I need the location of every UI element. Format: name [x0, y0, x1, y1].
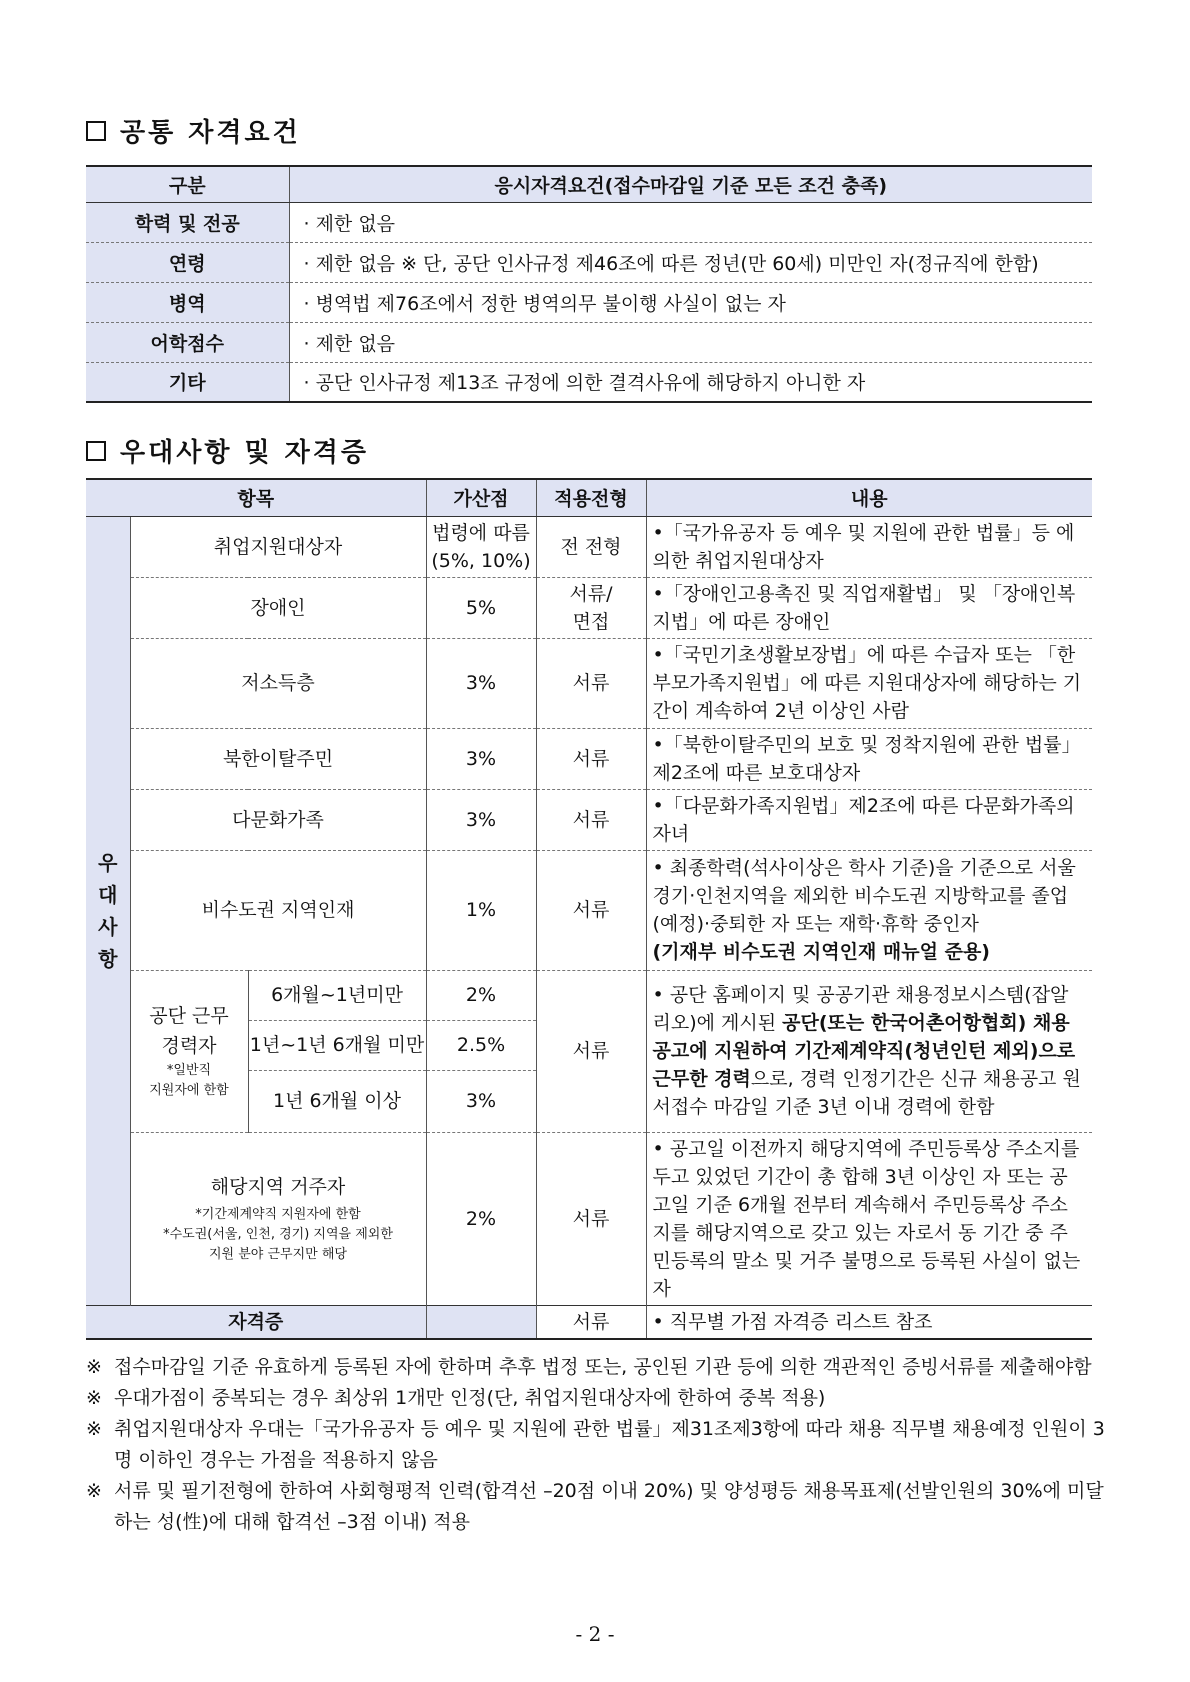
row-label: 학력 및 전공: [86, 202, 289, 242]
table-row: [86, 970, 1092, 1020]
note-item: ※ 취업지원대상자 우대는「국가유공자 등 예우 및 지원에 관한 법률」제31조제3항에 따라 채용 직무별 채용예정 인원이 3명 이하인 경우는 가점을 적용하지 않음: [86, 1414, 1116, 1476]
table-row: [86, 789, 1092, 850]
note-mark: ※: [86, 1387, 102, 1409]
header-content: 내용: [646, 479, 1092, 516]
stage-value: 서류: [536, 850, 646, 970]
stage-value: 서류: [536, 638, 646, 728]
table-row: [86, 728, 1092, 789]
content-bold-text: (기재부 비수도권 지역인재 매뉴얼 준용): [652, 941, 990, 963]
note-item: ※ 우대가점이 중복되는 경우 최상위 1개만 인정(단, 취업지원대상자에 한하여 중복 적용): [86, 1383, 1116, 1414]
resident-note: *수도권(서울, 인천, 경기) 지역을 제외한 지원 분야 근무지만 해당: [163, 1226, 393, 1262]
item-label: 장애인: [130, 577, 426, 638]
checkbox-square-icon: [86, 441, 106, 461]
table-row: [86, 850, 1092, 970]
cert-points-empty: [426, 1305, 536, 1339]
header-points: 가산점: [426, 479, 536, 516]
content-bold-text: 공단(또는 한국어촌어항협회) 채용공고에 지원하여 기간제계약직(청년인턴 제외)으로 근무한 경력: [652, 1012, 1076, 1090]
content-text: •「북한이탈주민의 보호 및 정착지원에 관한 법률」제2조에 따른 보호대상자: [646, 728, 1092, 789]
table-header-row: [86, 479, 1092, 516]
note-mark: ※: [86, 1418, 102, 1440]
points-value: 2%: [426, 970, 536, 1020]
resident-label: 해당지역 거주자 *기간제계약직 지원자에 한함 *수도권(서울, 인천, 경기) 지역을 제외한 지원 분야 근무지만 해당: [130, 1132, 426, 1305]
career-period: 6개월~1년미만: [248, 970, 426, 1020]
points-value: 3%: [426, 728, 536, 789]
row-label: 기타: [86, 362, 289, 402]
common-requirements-table: [86, 165, 1092, 403]
points-value: 2%: [426, 1132, 536, 1305]
row-value: · 제한 없음: [289, 202, 1092, 242]
row-label: 병역: [86, 282, 289, 322]
resident-note: *기간제계약직 지원자에 한함: [195, 1206, 361, 1222]
content-text: • 최종학력(석사이상은 학사 기준)을 기준으로 서울경기·인천지역을 제외한 비수도권 지방학교를 졸업(예정)·중퇴한 자 또는 재학·휴학 중인자 (기재부 비수도권 지역인재 매뉴얼 준용): [646, 850, 1092, 970]
item-label: 저소득층: [130, 638, 426, 728]
points-value: 2.5%: [426, 1020, 536, 1070]
points-value: 1%: [426, 850, 536, 970]
row-label: 연령: [86, 242, 289, 282]
note-item: ※ 접수마감일 기준 유효하게 등록된 자에 한하며 추후 법정 또는, 공인된 기관 등에 의한 객관적인 증빙서류를 제출해야함: [86, 1352, 1116, 1383]
table-row: [86, 322, 1092, 362]
stage-value: 서류: [536, 970, 646, 1132]
table-row: [86, 516, 1092, 577]
page-number: - 2 -: [575, 1622, 615, 1646]
career-period: 1년~1년 6개월 미만: [248, 1020, 426, 1070]
side-label-preferences: 우 대 사 항: [86, 516, 130, 1305]
career-note: *일반직 지원자에 한함: [149, 1063, 229, 1098]
content-text: •「다문화가족지원법」제2조에 따른 다문화가족의 자녀: [646, 789, 1092, 850]
note-mark: ※: [86, 1356, 102, 1378]
points-value: 법령에 따름 (5%, 10%): [426, 516, 536, 577]
table-row: [86, 282, 1092, 322]
content-text: • 공단 홈페이지 및 공공기관 채용정보시스템(잡알리오)에 게시된 공단(또는 한국어촌어항협회) 채용공고에 지원하여 기간제계약직(청년인턴 제외)으로 근무한 경력으로, 경력 인정기간은 신규 채용공고 원서접수 마감일 기준 3년 이내 경력에 한함: [646, 970, 1092, 1132]
stage-value: 서류: [536, 728, 646, 789]
row-label: 어학점수: [86, 322, 289, 362]
row-value: · 병역법 제76조에서 정한 병역의무 불이행 사실이 없는 자: [289, 282, 1092, 322]
points-value: 3%: [426, 1070, 536, 1132]
note-item: ※ 서류 및 필기전형에 한하여 사회형평적 인력(합격선 –20점 이내 20%) 및 양성평등 채용목표제(선발인원의 30%에 미달하는 성(性)에 대해 합격선 –3점 이내) 적용: [86, 1476, 1116, 1538]
table-header-row: [86, 166, 1092, 202]
table-row: [86, 1305, 1092, 1339]
item-label: 취업지원대상자: [130, 516, 426, 577]
section1-title: 공통 자격요건: [86, 112, 301, 149]
header-category: 구분: [86, 166, 289, 202]
stage-value: 서류: [536, 789, 646, 850]
header-item: 항목: [86, 479, 426, 516]
stage-value: 서류/ 면접: [536, 577, 646, 638]
notes-list: [86, 1352, 1116, 1538]
table-row: [86, 202, 1092, 242]
item-label: 다문화가족: [130, 789, 426, 850]
header-stage: 적용전형: [536, 479, 646, 516]
row-value: · 제한 없음 ※ 단, 공단 인사규정 제46조에 따른 정년(만 60세) 미만인 자(정규직에 한함): [289, 242, 1092, 282]
preferences-table: [86, 478, 1092, 1340]
career-period: 1년 6개월 이상: [248, 1070, 426, 1132]
content-text: •「국가유공자 등 예우 및 지원에 관한 법률」등 에 의한 취업지원대상자: [646, 516, 1092, 577]
table-row: [86, 362, 1092, 402]
item-label: 비수도권 지역인재: [130, 850, 426, 970]
row-value: · 공단 인사규정 제13조 규정에 의한 결격사유에 해당하지 아니한 자: [289, 362, 1092, 402]
career-label: 공단 근무 경력자 *일반직 지원자에 한함: [130, 970, 248, 1132]
table-row: [86, 242, 1092, 282]
stage-value: 전 전형: [536, 516, 646, 577]
header-requirements: 응시자격요건(접수마감일 기준 모든 조건 충족): [289, 166, 1092, 202]
table-row: [86, 638, 1092, 728]
cert-label: 자격증: [86, 1305, 426, 1339]
table-row: [86, 1132, 1092, 1305]
content-text: •「장애인고용촉진 및 직업재활법」 및 「장애인복지법」에 따른 장애인: [646, 577, 1092, 638]
stage-value: 서류: [536, 1132, 646, 1305]
note-mark: ※: [86, 1480, 102, 1502]
row-value: · 제한 없음: [289, 322, 1092, 362]
table-row: [86, 577, 1092, 638]
content-text: •「국민기초생활보장법」에 따른 수급자 또는 「한부모가족지원법」에 따른 지원대상자에 해당하는 기간이 계속하여 2년 이상인 사람: [646, 638, 1092, 728]
points-value: 3%: [426, 638, 536, 728]
section2-title: 우대사항 및 자격증: [86, 432, 369, 469]
checkbox-square-icon: [86, 121, 106, 141]
stage-value: 서류: [536, 1305, 646, 1339]
item-label: 북한이탈주민: [130, 728, 426, 789]
points-value: 3%: [426, 789, 536, 850]
content-text: • 직무별 가점 자격증 리스트 참조: [646, 1305, 1092, 1339]
points-value: 5%: [426, 577, 536, 638]
content-text: • 공고일 이전까지 해당지역에 주민등록상 주소지를 두고 있었던 기간이 총 합해 3년 이상인 자 또는 공고일 기준 6개월 전부터 계속해서 주민등록상 주소지를 해당지역으로 갖고 있는 자로서 동 기간 중 주민등록의 말소 및 거주 불명으로 등록된 사실이 없는 자: [646, 1132, 1092, 1305]
